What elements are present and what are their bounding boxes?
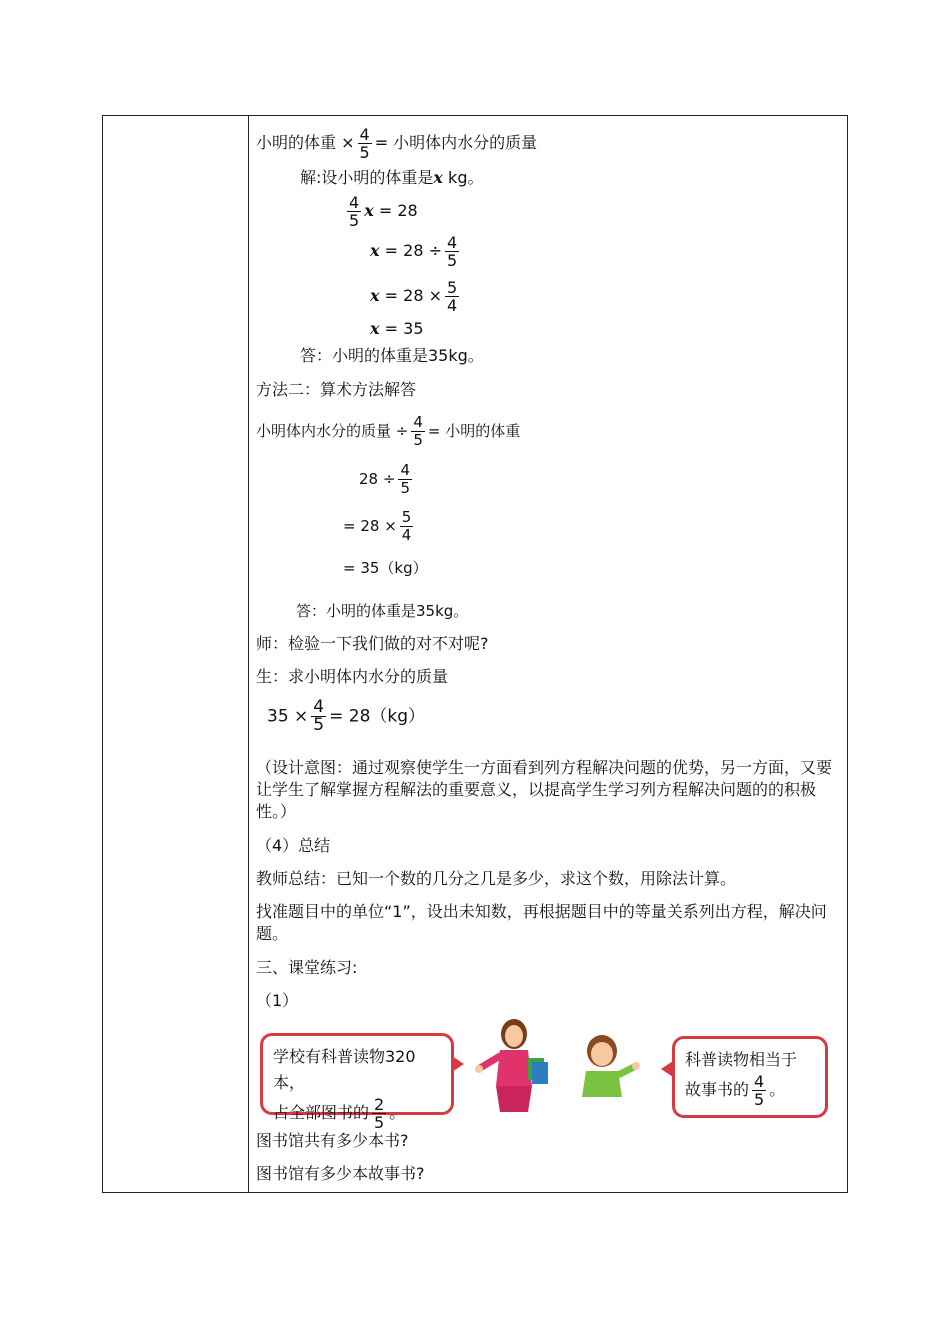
relation-right: = 小明体内水分的质量 bbox=[374, 133, 538, 152]
method-two-step-2: = 28 × $\frac{5}{4}$ bbox=[343, 508, 412, 544]
equation-4: x = 35 bbox=[370, 319, 424, 338]
bubble-left-tail bbox=[452, 1056, 464, 1072]
teacher-check: 师：检验一下我们做的对不对呢? bbox=[256, 634, 489, 653]
question-1: 图书馆共有多少本书? bbox=[256, 1131, 409, 1150]
check-calculation: 35 × $\frac{4}{5}$ = 28（kg） bbox=[267, 697, 426, 735]
content-cell bbox=[256, 116, 839, 1192]
relation-left: 小明的体重 × bbox=[256, 133, 355, 152]
bubble-right-line-2: 故事书的 $\frac{4}{5}$ 。 bbox=[685, 1072, 786, 1109]
equation-3: x = 28 × $\frac{5}{4}$ bbox=[370, 278, 458, 315]
question-2: 图书馆有多少本故事书? bbox=[256, 1164, 425, 1183]
equation-1: $\frac{4}{5}$ x = 28 bbox=[349, 193, 418, 230]
method-two-step-3: = 35（kg） bbox=[343, 559, 428, 577]
answer-1: 答：小明的体重是35kg。 bbox=[300, 346, 484, 365]
equation-2: x = 28 ÷ $\frac{4}{5}$ bbox=[370, 233, 458, 270]
practice-item-1: （1） bbox=[256, 991, 299, 1010]
speech-bubble-left bbox=[260, 1033, 454, 1132]
summary-heading: （4）总结 bbox=[256, 836, 331, 855]
bubble-left-line-2: 占全部图书的 $\frac{2}{5}$ 。 bbox=[273, 1095, 406, 1132]
student-reply: 生：求小明体内水分的质量 bbox=[256, 667, 449, 686]
bubble-right-tail bbox=[661, 1061, 673, 1077]
lesson-table bbox=[102, 115, 848, 1193]
answer-2: 答：小明的体重是35kg。 bbox=[296, 602, 469, 620]
girl-illustration bbox=[574, 1031, 646, 1103]
bubble-right-line-1: 科普读物相当于 bbox=[685, 1050, 798, 1069]
bubble-left-line-1: 学校有科普读物320本， bbox=[273, 1047, 416, 1092]
design-intent: （设计意图：通过观察使学生一方面看到列方程解决问题的优势，另一方面，又要让学生了解掌握方程解法的重要意义，以提高学生学习列方程解决问题的的积极性。） bbox=[256, 758, 833, 821]
relation-line bbox=[256, 126, 537, 161]
summary-text-1: 教师总结：已知一个数的几分之几是多少，求这个数，用除法计算。 bbox=[256, 869, 737, 888]
column-divider bbox=[248, 116, 249, 1192]
practice-heading: 三、课堂练习: bbox=[256, 958, 358, 977]
speech-bubble-right bbox=[672, 1036, 828, 1118]
summary-text-2: 找准题目中的单位“1”，设出未知数，再根据题目中的等量关系列出方程，解决问题。 bbox=[256, 902, 827, 943]
solve-intro: 解:设小明的体重是x kg。 bbox=[300, 168, 484, 187]
method-two-relation: 小明体内水分的质量 ÷ $\frac{4}{5}$ = 小明的体重 bbox=[256, 413, 521, 449]
fraction: $\frac{4}{5}$ bbox=[359, 125, 370, 162]
method-two-step-1: 28 ÷ $\frac{4}{5}$ bbox=[359, 461, 410, 497]
method-two-title: 方法二：算术方法解答 bbox=[256, 380, 417, 399]
teacher-illustration bbox=[470, 1016, 560, 1116]
